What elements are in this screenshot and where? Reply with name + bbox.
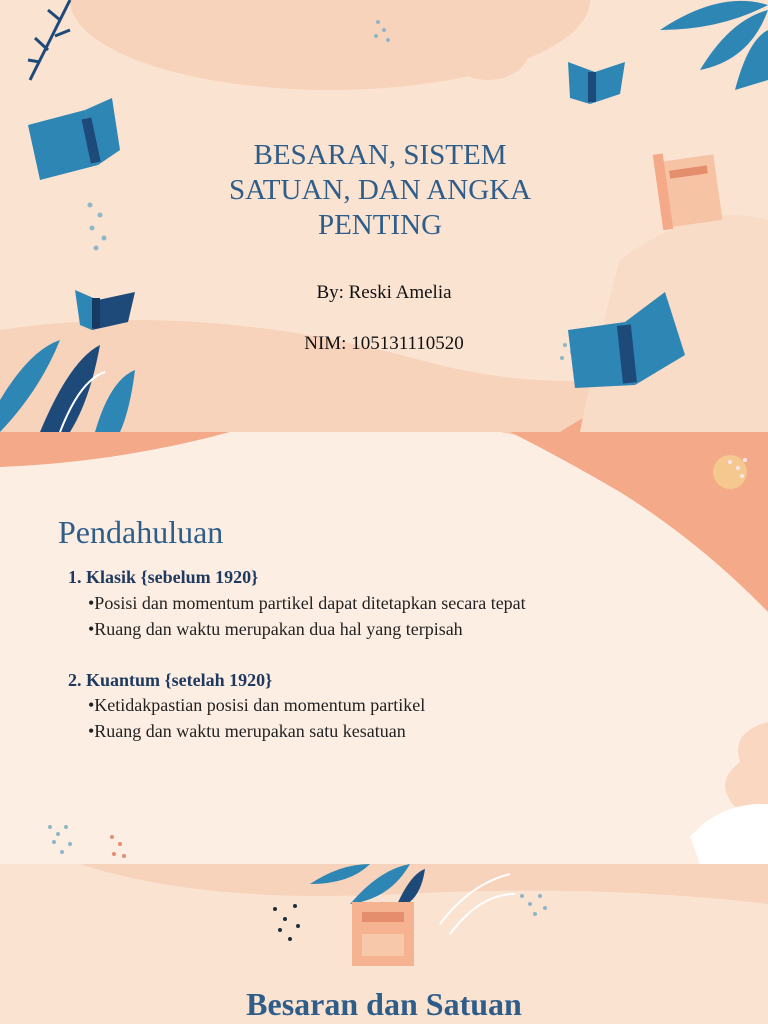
- list-item-classic-title: 1. Klasik {sebelum 1920}: [68, 567, 259, 587]
- slide-title: [0, 0, 768, 432]
- branch-top-left-icon: [28, 0, 70, 80]
- slide-quantities-units: [0, 864, 768, 1024]
- student-id: NIM: 105131110520: [304, 333, 464, 354]
- list-item-bullet: •Ketidakpastian posisi dan momentum partikel: [88, 695, 426, 715]
- slide-title-heading: Besaran dan Satuan: [246, 986, 522, 1022]
- leaf-top-right-icon: [660, 1, 768, 90]
- dots-decoration-icon: [520, 894, 547, 916]
- dots-decoration-icon: [110, 835, 126, 858]
- list-item-bullet: •Ruang dan waktu merupakan satu kesatuan: [88, 721, 406, 741]
- list-item-bullet: •Posisi dan momentum partikel dapat ditetapkan secara tepat: [88, 593, 526, 613]
- list-item-quantum-title: 2. Kuantum {setelah 1920}: [68, 670, 273, 690]
- book-icon: [28, 98, 120, 180]
- closed-book-icon: [352, 902, 414, 966]
- list-item-bullet: •Ruang dan waktu merupakan dua hal yang terpisah: [88, 619, 463, 639]
- white-leaf-icon: [690, 804, 768, 864]
- closed-book-icon: [653, 153, 723, 230]
- dots-decoration-icon: [273, 904, 300, 941]
- book-icon: [568, 62, 625, 104]
- section-heading: Pendahuluan: [58, 514, 224, 550]
- author-name: By: Reski Amelia: [316, 282, 452, 303]
- dots-decoration-icon: [48, 825, 72, 854]
- slide-introduction: [0, 432, 768, 864]
- presentation-title: BESARAN, SISTEM SATUAN, DAN ANGKA PENTING: [228, 139, 532, 241]
- slide2-background-art: [0, 432, 768, 864]
